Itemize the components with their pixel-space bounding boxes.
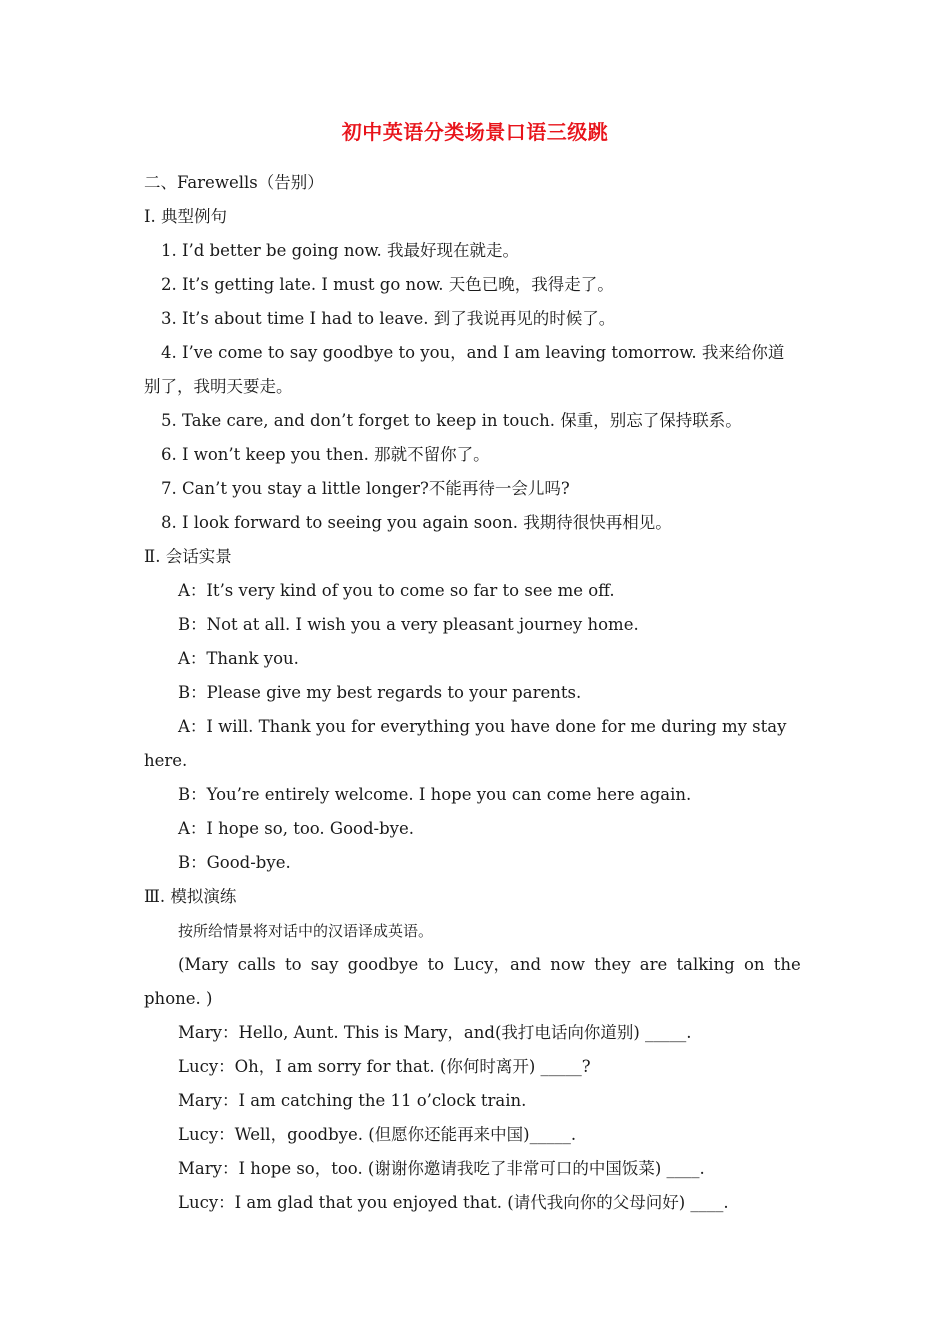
example-sentence: 1. I’d better be going now. 我最好现在就走。 [161, 241, 520, 260]
exercise-line: Lucy：I am glad that you enjoyed that. (请代我向你的父母问好) ____. [178, 1193, 729, 1212]
exercise-line: Mary：I am catching the 11 o’clock train. [178, 1091, 527, 1110]
dialogue-line: A：Thank you. [178, 649, 299, 668]
dialogue-line: A：I will. Thank you for everything you have done for me during my stay [178, 717, 787, 736]
dialogue-line: B：You’re entirely welcome. I hope you can come here again. [178, 785, 692, 804]
scene-description-continuation: phone. ) [144, 989, 213, 1008]
scene-description: (Mary calls to say goodbye to Lucy，and now they are talking on the [178, 955, 801, 974]
exercise-line: Mary：I hope so，too. (谢谢你邀请我吃了非常可口的中国饭菜) ____. [178, 1159, 705, 1178]
exercise-line: Lucy：Oh，I am sorry for that. (你何时离开) _____? [178, 1057, 591, 1076]
exercise-line: Mary：Hello, Aunt. This is Mary，and(我打电话向你道别) _____. [178, 1023, 692, 1042]
exercise-line: Lucy：Well，goodbye. (但愿你还能再来中国)_____. [178, 1125, 577, 1144]
dialogue-line: A：I hope so, too. Good-bye. [178, 819, 414, 838]
dialogue-line: B：Good-bye. [178, 853, 291, 872]
example-sentence: 7. Can’t you stay a little longer?不能再待一会儿吗? [161, 479, 570, 498]
document-body [144, 166, 806, 1220]
part1-heading: I. 典型例句 [144, 207, 228, 226]
dialogue-line: B：Please give my best regards to your parents. [178, 683, 582, 702]
example-sentence: 8. I look forward to seeing you again soon. 我期待很快再相见。 [161, 513, 672, 532]
dialogue-line-continuation: here. [144, 751, 188, 770]
exercise-instruction: 按所给情景将对话中的汉语译成英语。 [178, 922, 434, 940]
document-title: 初中英语分类场景口语三级跳 [341, 120, 609, 144]
example-sentence: 6. I won’t keep you then. 那就不留你了。 [161, 445, 490, 464]
section-header: 二、Farewells（告别） [144, 173, 324, 192]
example-sentence: 2. It’s getting late. I must go now. 天色已晚，我得走了。 [161, 275, 614, 294]
part3-heading: Ⅲ. 模拟演练 [144, 887, 237, 906]
dialogue-line: A：It’s very kind of you to come so far to see me off. [178, 581, 615, 600]
part2-heading: Ⅱ. 会话实景 [144, 547, 232, 566]
example-sentence: 4. I’ve come to say goodbye to you，and I am leaving tomorrow. 我来给你道 [161, 343, 785, 362]
example-sentence: 3. It’s about time I had to leave. 到了我说再见的时候了。 [161, 309, 616, 328]
dialogue-line: B：Not at all. I wish you a very pleasant journey home. [178, 615, 639, 634]
example-sentence: 5. Take care, and don’t forget to keep in touch. 保重，别忘了保持联系。 [161, 411, 742, 430]
example-sentence-continuation: 别了，我明天要走。 [144, 377, 293, 396]
